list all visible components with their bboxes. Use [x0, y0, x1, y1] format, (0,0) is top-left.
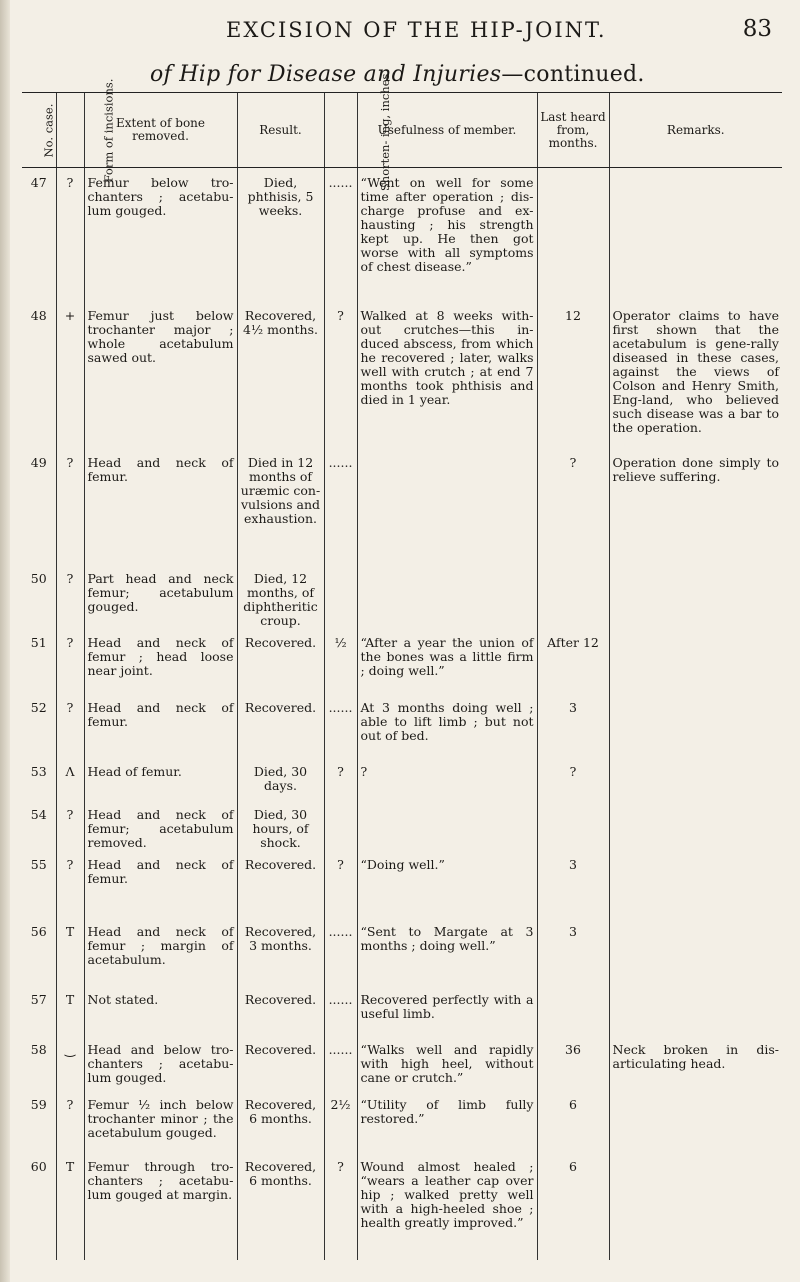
- result-cell: Died, 12 months, of diphtheritic croup.: [237, 564, 324, 628]
- case-number-cell: 48: [30, 307, 47, 323]
- extent-of-bone-cell: Head and neck of femur; acetabulum removed.: [84, 800, 237, 850]
- table-row: [22, 301, 782, 448]
- incision-form-cell: ?: [56, 448, 84, 564]
- incision-form-cell: ?: [56, 168, 84, 301]
- header-usefulness: Usefulness of member.: [357, 93, 537, 168]
- running-head: [0, 18, 800, 48]
- usefulness-cell: “Sent to Margate at 3 months ; doing well.”: [357, 917, 537, 985]
- shortening-cell: 2½: [324, 1090, 357, 1152]
- last-heard-cell: [537, 564, 609, 628]
- last-heard-cell: 6: [537, 1152, 609, 1260]
- shortening-cell: ?: [324, 301, 357, 448]
- remarks-cell: [609, 757, 782, 800]
- usefulness-cell: Wound almost healed ; “wears a leather cap over hip ; walked pretty well with a high-heeled shoe ; health greatly improved.”: [357, 1152, 537, 1260]
- usefulness-cell: Walked at 8 weeks with-out crutches—this in-duced abscess, from which he recovered ; later, walks well with crutch ; at end 7 months took phthisis and died in 1 year.: [357, 301, 537, 448]
- case-number-cell: 58: [30, 1041, 47, 1057]
- shortening-cell: ......: [324, 985, 357, 1035]
- case-number-cell: 50: [30, 570, 47, 586]
- incision-form-cell: +: [56, 301, 84, 448]
- table-row: [22, 1152, 782, 1260]
- result-cell: Recovered.: [237, 985, 324, 1035]
- incision-form-cell: T: [56, 1152, 84, 1260]
- case-number-cell: 57: [30, 991, 47, 1007]
- extent-of-bone-cell: Femur through tro-chanters ; acetabu-lum gouged at margin.: [84, 1152, 237, 1260]
- header-remarks: Remarks.: [609, 93, 782, 168]
- table-row: [22, 917, 782, 985]
- shortening-cell: ½: [324, 628, 357, 693]
- extent-of-bone-cell: Head and neck of femur ; head loose near joint.: [84, 628, 237, 693]
- remarks-cell: [609, 168, 782, 301]
- incision-form-cell: ‿: [56, 1035, 84, 1090]
- table-row: [22, 1090, 782, 1152]
- case-number-cell: 55: [30, 856, 47, 872]
- extent-of-bone-cell: Femur just below trochanter major ; whole acetabulum sawed out.: [84, 301, 237, 448]
- result-cell: Died, 30 hours, of shock.: [237, 800, 324, 850]
- usefulness-cell: “Walks well and rapidly with high heel, without cane or crutch.”: [357, 1035, 537, 1090]
- result-cell: Recovered.: [237, 628, 324, 693]
- result-cell: Recovered.: [237, 850, 324, 917]
- shortening-cell: [324, 564, 357, 628]
- result-cell: Recovered, 3 months.: [237, 917, 324, 985]
- last-heard-cell: 3: [537, 917, 609, 985]
- extent-of-bone-cell: Femur below tro-chanters ; acetabu-lum gouged.: [84, 168, 237, 301]
- usefulness-cell: “Utility of limb fully restored.”: [357, 1090, 537, 1152]
- incision-form-cell: ?: [56, 564, 84, 628]
- remarks-cell: [609, 564, 782, 628]
- usefulness-cell: ?: [357, 757, 537, 800]
- last-heard-cell: ?: [537, 757, 609, 800]
- shortening-cell: ......: [324, 1035, 357, 1090]
- incision-form-cell: ?: [56, 850, 84, 917]
- extent-of-bone-cell: Not stated.: [84, 985, 237, 1035]
- incision-form-cell: ?: [56, 800, 84, 850]
- header-no-case: No. case.: [22, 93, 56, 168]
- table-row: [22, 564, 782, 628]
- last-heard-cell: [537, 168, 609, 301]
- result-cell: Recovered, 6 months.: [237, 1090, 324, 1152]
- result-cell: Recovered.: [237, 1035, 324, 1090]
- table-row: [22, 985, 782, 1035]
- table-row: [22, 850, 782, 917]
- usefulness-cell: [357, 800, 537, 850]
- last-heard-cell: 3: [537, 850, 609, 917]
- last-heard-cell: 36: [537, 1035, 609, 1090]
- usefulness-cell: [357, 448, 537, 564]
- table-subtitle: [150, 62, 645, 87]
- result-cell: Recovered, 6 months.: [237, 1152, 324, 1260]
- table-body: [22, 168, 782, 1260]
- incision-form-cell: Λ: [56, 757, 84, 800]
- case-number-cell: 53: [30, 763, 47, 779]
- result-cell: Recovered.: [237, 693, 324, 757]
- incision-form-cell: ?: [56, 628, 84, 693]
- remarks-cell: [609, 693, 782, 757]
- shortening-cell: ......: [324, 448, 357, 564]
- usefulness-cell: [357, 564, 537, 628]
- remarks-cell: Neck broken in dis-articulating head.: [609, 1035, 782, 1090]
- extent-of-bone-cell: Femur ½ inch below trochanter minor ; the acetabulum gouged.: [84, 1090, 237, 1152]
- remarks-cell: [609, 628, 782, 693]
- shortening-cell: ?: [324, 1152, 357, 1260]
- case-number-cell: 52: [30, 699, 47, 715]
- last-heard-cell: 6: [537, 1090, 609, 1152]
- remarks-cell: [609, 800, 782, 850]
- last-heard-cell: 3: [537, 693, 609, 757]
- extent-of-bone-cell: Head and neck of femur.: [84, 693, 237, 757]
- table-row: [22, 448, 782, 564]
- header-extent: Extent of bone removed.: [84, 93, 237, 168]
- extent-of-bone-cell: Head of femur.: [84, 757, 237, 800]
- page-number: 83: [742, 16, 772, 42]
- usefulness-cell: “Doing well.”: [357, 850, 537, 917]
- header-result: Result.: [237, 93, 324, 168]
- result-cell: Died in 12 months of uræmic con-vulsions and exhaustion.: [237, 448, 324, 564]
- incision-form-cell: ?: [56, 693, 84, 757]
- last-heard-cell: 12: [537, 301, 609, 448]
- case-number-cell: 60: [30, 1158, 47, 1174]
- shortening-cell: ?: [324, 850, 357, 917]
- result-cell: Died, 30 days.: [237, 757, 324, 800]
- result-cell: Died, phthisis, 5 weeks.: [237, 168, 324, 301]
- extent-of-bone-cell: Head and below tro-chanters ; acetabu-lum gouged.: [84, 1035, 237, 1090]
- case-number-cell: 56: [30, 923, 47, 939]
- last-heard-cell: ?: [537, 448, 609, 564]
- case-number-cell: 47: [30, 175, 47, 190]
- result-cell: Recovered, 4½ months.: [237, 301, 324, 448]
- remarks-cell: Operation done simply to relieve suffering.: [609, 448, 782, 564]
- table-row: [22, 168, 782, 301]
- remarks-cell: [609, 1090, 782, 1152]
- case-number-cell: 59: [30, 1096, 47, 1112]
- remarks-cell: [609, 917, 782, 985]
- incision-form-cell: T: [56, 985, 84, 1035]
- case-number-cell: 49: [30, 454, 47, 470]
- case-number-cell: 54: [30, 806, 47, 822]
- extent-of-bone-cell: Head and neck of femur.: [84, 448, 237, 564]
- remarks-cell: [609, 850, 782, 917]
- case-number-cell: 51: [30, 634, 47, 650]
- header-last-heard: Last heard from, months.: [537, 93, 609, 168]
- incision-form-cell: T: [56, 917, 84, 985]
- usefulness-cell: “After a year the union of the bones was a little firm ; doing well.”: [357, 628, 537, 693]
- table-row: [22, 757, 782, 800]
- table-row: [22, 800, 782, 850]
- usefulness-cell: At 3 months doing well ; able to lift limb ; but not out of bed.: [357, 693, 537, 757]
- table-row: [22, 628, 782, 693]
- usefulness-cell: Recovered perfectly with a useful limb.: [357, 985, 537, 1035]
- running-head-title: EXCISION OF THE HIP-JOINT.: [226, 18, 607, 42]
- incision-form-cell: ?: [56, 1090, 84, 1152]
- last-heard-cell: After 12: [537, 628, 609, 693]
- subtitle-continued: —continued.: [501, 62, 645, 87]
- remarks-cell: [609, 1152, 782, 1260]
- shortening-cell: [324, 800, 357, 850]
- extent-of-bone-cell: Part head and neck femur; acetabulum gouged.: [84, 564, 237, 628]
- table-row: [22, 693, 782, 757]
- last-heard-cell: [537, 800, 609, 850]
- table-row: [22, 1035, 782, 1090]
- header-form-of-incisions: Form of incisions.: [56, 93, 84, 168]
- usefulness-cell: “Went on well for some time after operation ; dis-charge profuse and ex-hausting ; his strength kept up. He then got worse with all symptoms of chest disease.”: [357, 168, 537, 301]
- extent-of-bone-cell: Head and neck of femur.: [84, 850, 237, 917]
- last-heard-cell: [537, 985, 609, 1035]
- remarks-cell: [609, 985, 782, 1035]
- remarks-cell: Operator claims to have first shown that the acetabulum is gene-rally diseased in these cases, against the views of Colson and Henry Smith, Eng-land, who believed such disease was a bar to the operation.: [609, 301, 782, 448]
- shortening-cell: ......: [324, 693, 357, 757]
- extent-of-bone-cell: Head and neck of femur ; margin of acetabulum.: [84, 917, 237, 985]
- shortening-cell: ?: [324, 757, 357, 800]
- page-spine-edge: [0, 0, 10, 1282]
- shortening-cell: ......: [324, 917, 357, 985]
- shortening-cell: ......: [324, 168, 357, 301]
- header-shortening: Shorten- ing, inches.: [324, 93, 357, 168]
- subtitle-italic: of Hip for Disease and Injuries: [150, 62, 502, 87]
